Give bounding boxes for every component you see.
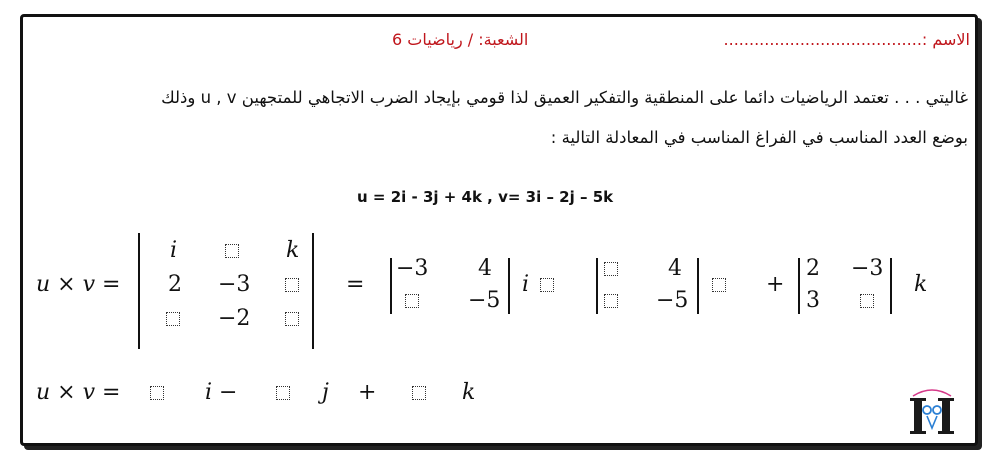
determinant-right-bar bbox=[312, 233, 314, 349]
instruction-line-1: غاليتي . . . تعتمد الرياضيات دائما على المنطقية والتفكير العميق لذا قومي بإيجاد الضرب الاتجاهي للمتجهين u , v وذلك bbox=[161, 88, 968, 107]
minor1-left-bar bbox=[390, 258, 392, 314]
vector-definitions: u = 2i - 3j + 4k , v= 3i – 2j – 5k bbox=[357, 188, 614, 206]
instruction-line-2: بوضع العدد المناسب في الفراغ المناسب في المعادلة التالية : bbox=[550, 128, 968, 147]
determinant-left-bar bbox=[138, 233, 140, 349]
minor2-right-bar bbox=[697, 258, 699, 314]
answer-box-minor1-c[interactable] bbox=[405, 294, 419, 308]
minor3-left-bar bbox=[798, 258, 800, 314]
minor2-d: −5 bbox=[656, 288, 689, 313]
det-r2c1: 2 bbox=[168, 272, 182, 297]
answer-box-k-component[interactable] bbox=[412, 386, 426, 400]
result-j-term: j bbox=[322, 380, 329, 405]
minor1-d: −5 bbox=[468, 288, 501, 313]
minor2-b: 4 bbox=[668, 256, 682, 281]
answer-box-i-component[interactable] bbox=[150, 386, 164, 400]
answer-box-r3c3[interactable] bbox=[285, 312, 299, 326]
minor3-c: 3 bbox=[806, 288, 820, 313]
det-r1c3: k bbox=[286, 238, 300, 263]
result-i-term: i − bbox=[205, 380, 238, 405]
det-r1c1: i bbox=[170, 238, 178, 263]
answer-box-r1c2[interactable] bbox=[225, 244, 239, 258]
minor1-unit: i bbox=[522, 272, 530, 297]
minor3-a: 2 bbox=[806, 256, 820, 281]
minor1-b: 4 bbox=[478, 256, 492, 281]
answer-box-minor3-d[interactable] bbox=[860, 294, 874, 308]
minor3-unit: k bbox=[914, 272, 928, 297]
minor3-b: −3 bbox=[851, 256, 884, 281]
answer-box-minor2-c[interactable] bbox=[604, 294, 618, 308]
answer-box-operator-1[interactable] bbox=[540, 278, 554, 292]
answer-box-r2c3[interactable] bbox=[285, 278, 299, 292]
equals-sign: = bbox=[346, 272, 365, 297]
minor1-a: −3 bbox=[396, 256, 429, 281]
answer-box-minor2-unit[interactable] bbox=[712, 278, 726, 292]
section-label: الشعبة: / رياضيات 6 bbox=[392, 30, 529, 49]
plus-sign: + bbox=[766, 272, 785, 297]
minor1-right-bar bbox=[508, 258, 510, 314]
result-lhs: u × v = bbox=[36, 380, 121, 405]
teacher-logo-icon bbox=[905, 382, 959, 442]
det-r2c2: −3 bbox=[218, 272, 251, 297]
result-plus: + bbox=[358, 380, 377, 405]
student-name-field: الاسم :....................................... bbox=[723, 30, 970, 49]
cross-product-lhs: u × v = bbox=[36, 272, 121, 297]
det-r3c2: −2 bbox=[218, 306, 251, 331]
result-k-term: k bbox=[462, 380, 476, 405]
answer-box-j-component[interactable] bbox=[276, 386, 290, 400]
minor2-left-bar bbox=[596, 258, 598, 314]
minor3-right-bar bbox=[890, 258, 892, 314]
answer-box-minor2-a[interactable] bbox=[604, 262, 618, 276]
answer-box-r3c1[interactable] bbox=[166, 312, 180, 326]
